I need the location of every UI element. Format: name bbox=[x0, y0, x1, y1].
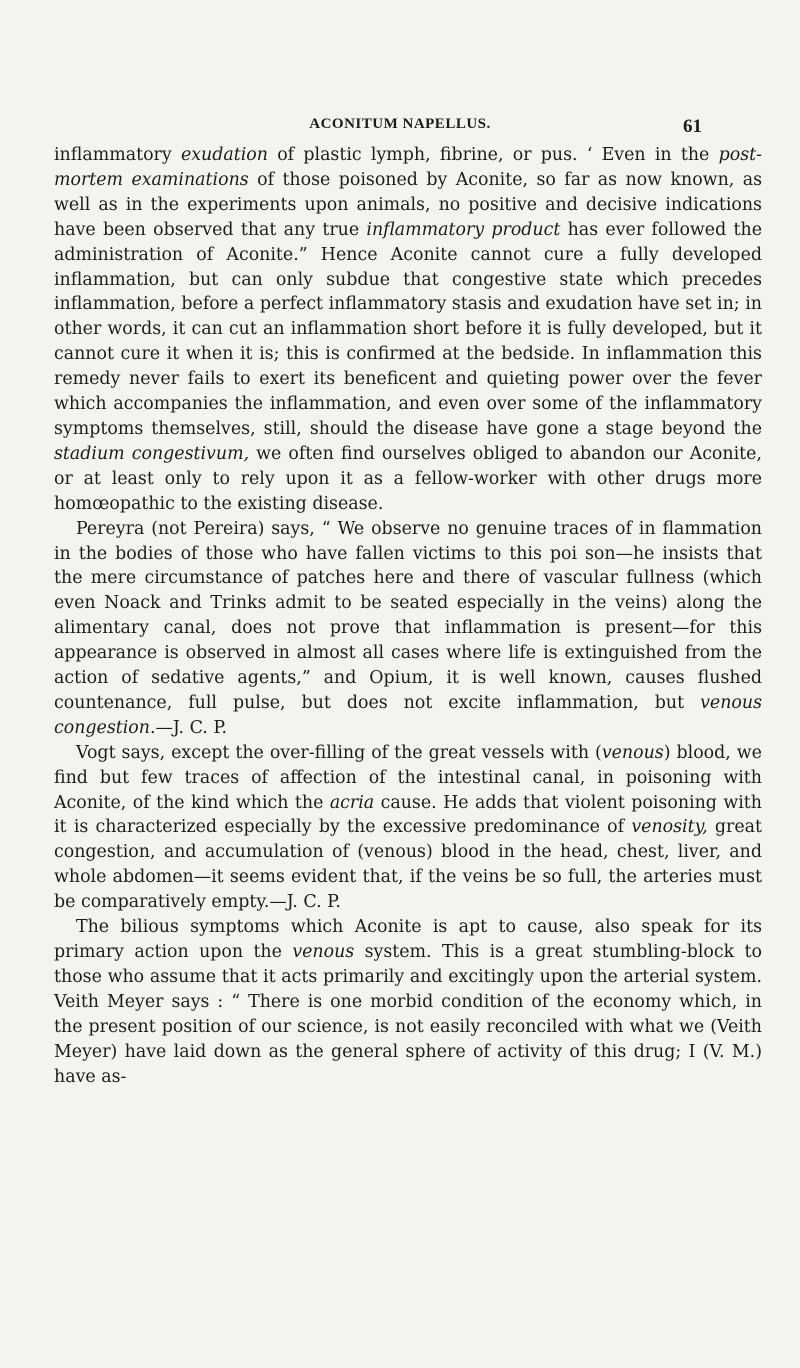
text-segment: —J. C. P. bbox=[155, 717, 228, 738]
italic-text-segment: exudation bbox=[180, 145, 268, 165]
italic-text-segment: venous bbox=[601, 742, 664, 763]
text-segment: ) blood, we find but few traces of affection of the intestinal canal, in poisoning with Aconite, of the kind which the bbox=[54, 742, 762, 813]
page-number: 61 bbox=[683, 116, 702, 137]
text-segment: system. This is a great stumbling-block to those who assume that it acts primarily and excitingly upon the arterial system. Veith Meyer says : “ There is one morbid condition of the economy which, in the present position of our science, is not easily reconciled with what we (Veith Meyer) have laid down as the general sphere of activity of this drug; I (V. M.) have as- bbox=[54, 942, 763, 1087]
text-segment: we often find ourselves obliged to abandon our Aconite, or at least only to rely upon it as a fellow-worker with other drugs more homœopathic to the existing disease. bbox=[54, 443, 762, 514]
italic-text-segment: venous congestion. bbox=[54, 692, 762, 738]
paragraph-vogt bbox=[54, 741, 762, 915]
paragraph-bilious bbox=[54, 915, 762, 1089]
italic-text-segment: inflammatory product bbox=[366, 219, 561, 240]
text-segment: inflammatory bbox=[54, 145, 181, 165]
italic-text-segment: stadium congestivum, bbox=[54, 443, 250, 464]
text-segment: has ever followed the administration of Aconite.” Hence Aconite cannot cure a fully developed inflammation, but can only subdue that congestive state which precedes inflammation, before a perfect inflammatory stasis and exudation have set in; in other words, it can cut an inflammation short before it is fully developed, but it cannot cure it when it is; this is confirmed at the bedside. In inflammation this remedy never fails to exert its beneficent and quieting power over the fever which accompanies the inflammation, and even over some of the inflammatory symptoms themselves, still, should the disease have gone a stage beyond the bbox=[54, 219, 762, 439]
text-segment: The bilious symptoms which Aconite is apt to cause, also speak for its primary action upon the bbox=[54, 917, 762, 962]
italic-text-segment: venosity, bbox=[631, 817, 708, 838]
text-segment: of those poisoned by Aconite, so far as now known, as well as in the experiments upon animals, no positive and decisive indications have been observed that any true bbox=[54, 169, 763, 240]
italic-text-segment: post-mortem examinations bbox=[54, 145, 762, 190]
text-segment: of plastic lymph, fibrine, or pus. ‘ Even in the bbox=[267, 145, 719, 165]
italic-text-segment: venous bbox=[292, 942, 355, 962]
paragraph-continuation bbox=[54, 143, 762, 517]
paragraph-pereyra bbox=[54, 517, 762, 741]
italic-text-segment: acria bbox=[329, 792, 375, 813]
text-segment: great congestion, and accumulation of (venous) blood in the head, chest, liver, and whole abdomen—it seems evident that, if the veins be so full, the arteries must be comparatively empty.—J. C. P. bbox=[54, 817, 762, 913]
running-title: ACONITUM NAPELLUS. bbox=[309, 116, 491, 132]
text-segment: cause. He adds that violent poisoning with it is characterized especially by the excessive predominance of bbox=[54, 792, 762, 838]
text-segment: Vogt says, except the over-filling of the great vessels with ( bbox=[76, 742, 602, 763]
body-text bbox=[54, 143, 762, 1089]
text-segment: Pereyra (not Pereira) says, “ We observe no genuine traces of in flammation in the bodies of those who have fallen victims to this poi son—he insists that the mere circumstance of patches here and there of vascular fullness (which even Noack and Trinks admit to be seated especially in the veins) along the alimentary canal, does not prove that inflammation is present—for this appearance is observed in almost all cases where life is extinguished from the action of sedative agents,” and Opium, it is well known, causes flushed countenance, full pulse, but does not excite inflammation, but bbox=[54, 518, 762, 713]
